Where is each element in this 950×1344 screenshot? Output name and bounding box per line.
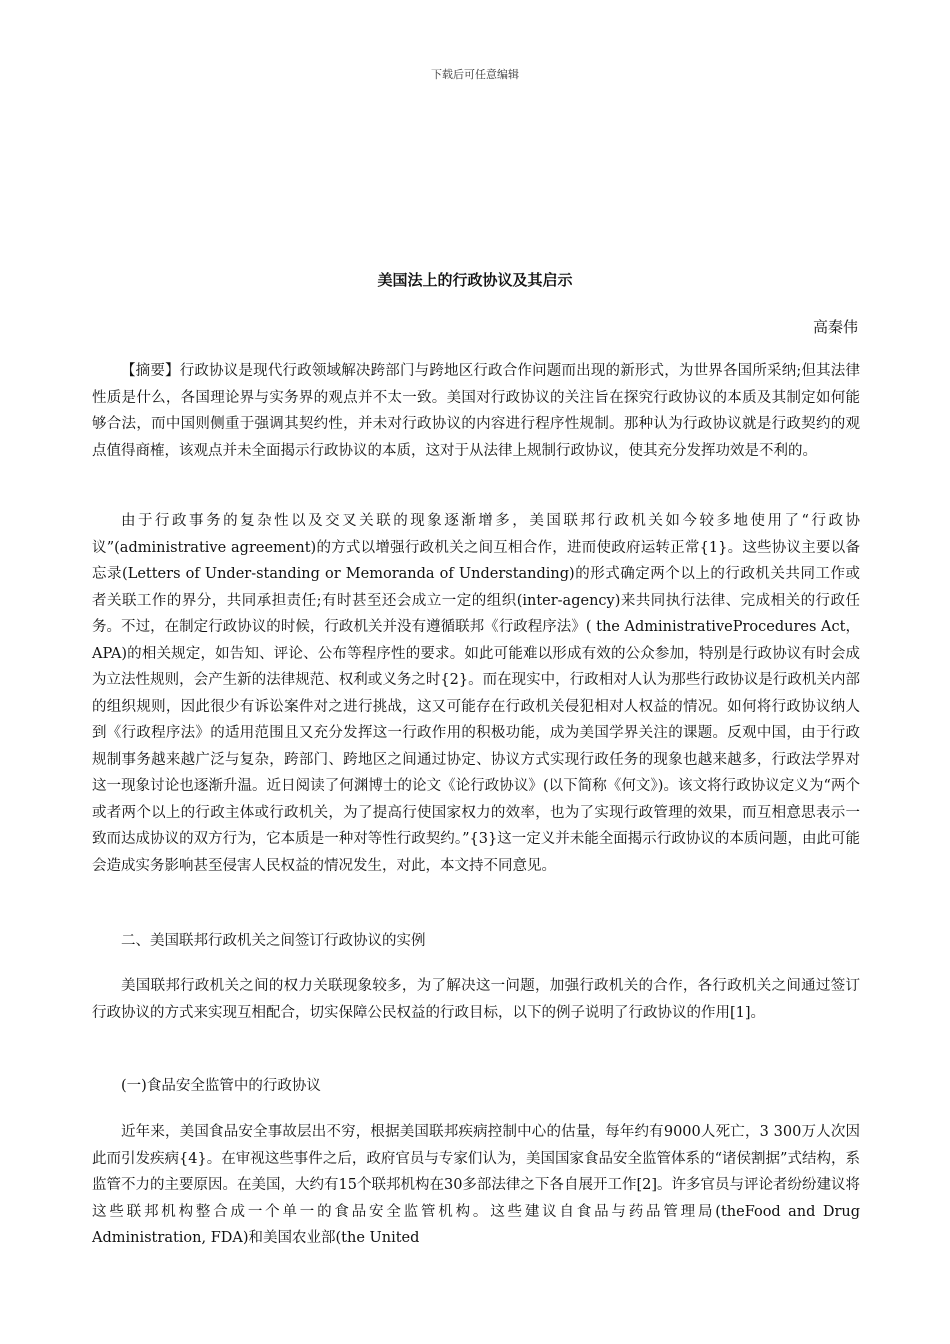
abstract-text: 【摘要】行政协议是现代行政领域解决跨部门与跨地区行政合作问题而出现的新形式，为世界各国所采纳;但其法律性质是什么，各国理论界与实务界的观点并不太一致。美国对行政协议的关注旨在探究行政协议的本质及其制定如何能够合法，而中国则侧重于强调其契约性，并未对行政协议的内容进行程序性规制。那种认为行政协议就是行政契约的观点值得商榷，该观点并未全面揭示行政协议的本质，这对于从法律上规制行政协议，使其充分发挥功效是不利的。	[92, 363, 860, 459]
subsection-1-heading-text: (一)食品安全监管中的行政协议	[121, 1078, 321, 1094]
intro-paragraph	[92, 508, 860, 879]
food-safety-paragraph	[92, 1119, 860, 1252]
author-name: 高秦伟	[812, 318, 858, 336]
abstract-paragraph	[92, 358, 860, 464]
document-title: 美国法上的行政协议及其启示	[377, 271, 573, 289]
intro-text: 由于行政事务的复杂性以及交叉关联的现象逐渐增多，美国联邦行政机关如今较多地使用了“行政协议”(administrative agreement)的方式以增强行政机关之间互相合作，进而使政府运转正常{1}。这些协议主要以备忘录(Letters of Under-standing or Memoranda of Understanding)的形式确定两个以上的行政机关共同工作或者关联工作的界分，共同承担责任;有时甚至还会成立一定的组织(inter-agency)来共同执行法律、完成相关的行政任务。不过，在制定行政协议的时候，行政机关并没有遵循联邦《行政程序法》( the AdministrativeProcedures Act，APA)的相关规定，如告知、评论、公布等程序性的要求。如此可能难以形成有效的公众参加，特别是行政协议有时会成为立法性规则，会产生新的法律规范、权利或义务之时{2}。而在现实中，行政相对人认为那些行政协议是行政机关内部的组织规则，因此很少有诉讼案件对之进行挑战，这又可能存在行政机关侵犯相对人权益的情况。如何将行政协议纳人到《行政程序法》的适用范围且又充分发挥这一行政作用的积极功能，成为美国学界关注的课题。反观中国，由于行政规制事务越来越广泛与复杂，跨部门、跨地区之间通过协定、协议方式实现行政任务的现象也越来越多，行政法学界对这一现象讨论也逐渐升温。近日阅读了何渊博士的论文《论行政协议》(以下简称《何文》)。该文将行政协议定义为“两个或者两个以上的行政主体或行政机关，为了提高行使国家权力的效率，也为了实现行政管理的效果，而互相意思表示一致而达成协议的双方行为，它本质是一种对等性行政契约。”{3}这一定义并未能全面揭示行政协议的本质问题，由此可能会造成实务影响甚至侵害人民权益的情况发生，对此，本文持不同意见。	[92, 513, 860, 874]
section-2-paragraph	[92, 973, 860, 1026]
section-2-heading	[92, 928, 860, 955]
subsection-1-heading	[92, 1073, 860, 1100]
food-safety-text: 近年来，美国食品安全事故层出不穷，根据美国联邦疾病控制中心的估量，每年约有9000人死亡，3 300万人次因此而引发疾病{4}。在审视这些事件之后，政府官员与专家们认为，美国国家食品安全监管体系的“诸侯割据”式结构，系监管不力的主要原因。在美国，大约有15个联邦机构在30多部法律之下各自展开工作[2]。许多官员与评论者纷纷建议将这些联邦机构整合成一个单一的食品安全监管机构。这些建议自食品与药品管理局(theFood and Drug Administration, FDA)和美国农业部(the United	[92, 1124, 860, 1246]
header-note: 下载后可任意编辑	[431, 68, 519, 81]
section-2-heading-text: 二、美国联邦行政机关之间签订行政协议的实例	[121, 933, 426, 949]
section-2-text: 美国联邦行政机关之间的权力关联现象较多，为了解决这一问题，加强行政机关的合作，各行政机关之间通过签订行政协议的方式来实现互相配合，切实保障公民权益的行政目标，以下的例子说明了行政协议的作用[1]。	[92, 978, 860, 1021]
